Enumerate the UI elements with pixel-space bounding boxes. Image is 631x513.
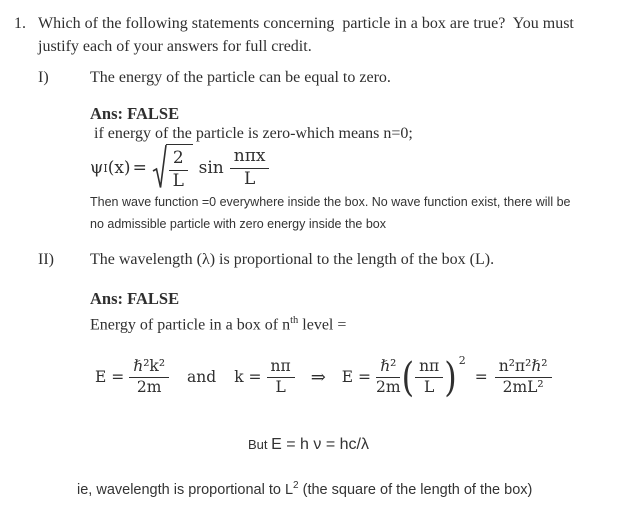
note-line-2: no admissible particle with zero energy inside the box [90, 217, 386, 231]
question-number: 1. [14, 15, 26, 32]
frac-denominator: L [424, 377, 435, 396]
and-connector: and [187, 368, 217, 387]
sqrt-radical-icon [152, 144, 167, 190]
frac-denominator: 2m [376, 377, 401, 396]
frac-numerator: n²π²ℏ² [495, 358, 552, 378]
result-fraction [495, 358, 552, 397]
frac-denominator: L [275, 377, 286, 396]
frac-denominator: L [243, 168, 256, 189]
sin-operator: sin [198, 158, 224, 178]
hbar-k-fraction [129, 358, 169, 397]
left-parenthesis: ( [401, 353, 415, 402]
frac-numerator: nπx [230, 147, 270, 169]
frac-numerator: ℏ² [376, 358, 400, 378]
part-ii-statement-row [38, 248, 631, 271]
part-ii-statement: The wavelength (λ) is proportional to the length of the box (L). [90, 251, 495, 268]
ordinal-superscript: th [290, 315, 299, 326]
frac-denominator: 2m [136, 377, 162, 396]
planck-relation: E = h ν = hc/λ [271, 436, 369, 454]
conclusion-line [77, 480, 631, 498]
squared-exponent: 2 [458, 353, 466, 367]
conclusion-suffix: (the square of the length of the box) [298, 482, 533, 499]
k-fraction [267, 358, 295, 397]
root-fraction [169, 149, 188, 191]
part-i-label: I) [38, 69, 49, 86]
wavefunction-formula [90, 145, 631, 191]
implies-arrow: ⇒ [310, 366, 326, 388]
equals-sign: = [132, 158, 147, 178]
npi-over-L-fraction [415, 358, 443, 397]
conclusion-prefix: ie, wavelength is proportional to L [77, 482, 294, 499]
planck-relation-line [248, 436, 631, 454]
frac-denominator: 2mL² [502, 377, 544, 396]
part-ii-label: II) [38, 251, 54, 268]
part-ii-answer: Ans: FALSE [90, 289, 180, 308]
frac-numerator: nπ [267, 358, 295, 378]
energy-line-suffix: level = [298, 316, 347, 334]
question-line-2: justify each of your answers for full credit. [38, 38, 312, 55]
energy-line-prefix: Energy of particle in a box of n [90, 316, 291, 334]
right-parenthesis: ) [444, 353, 457, 402]
question-block [0, 0, 631, 58]
part-i-statement-row [38, 66, 631, 89]
part-i-note [90, 191, 631, 235]
part-i-reason: if energy of the particle is zero-which means n=0; [90, 125, 413, 142]
root-numerator: 2 [169, 149, 188, 171]
energy-lhs-2: E = [341, 368, 372, 387]
sqrt-content [166, 144, 193, 191]
hbar-fraction [376, 358, 401, 397]
energy-level-line [90, 310, 631, 336]
psi-symbol: ψ [90, 158, 104, 178]
psi-subscript: I [103, 161, 108, 175]
k-lhs: k = [234, 368, 262, 387]
square-root [152, 144, 193, 191]
part-i-answer: Ans: FALSE [90, 104, 180, 123]
frac-numerator: ℏ²k² [129, 358, 169, 378]
equals-sign: = [474, 368, 488, 387]
frac-numerator: nπ [415, 358, 443, 378]
energy-derivation-formula [95, 348, 631, 406]
squared-superscript: 2 [293, 480, 299, 492]
root-denominator: L [172, 171, 184, 191]
psi-argument: (x) [107, 158, 131, 178]
but-prefix: But [248, 437, 272, 453]
question-line-1: Which of the following statements concerning particle in a box are true? You must [38, 15, 574, 32]
part-i-statement: The energy of the particle can be equal to zero. [90, 69, 391, 86]
energy-lhs: E = [95, 368, 125, 387]
sine-argument-fraction [230, 147, 270, 189]
question-text [38, 12, 574, 58]
note-line-1: Then wave function =0 everywhere inside the box. No wave function exist, there will be [90, 195, 571, 209]
